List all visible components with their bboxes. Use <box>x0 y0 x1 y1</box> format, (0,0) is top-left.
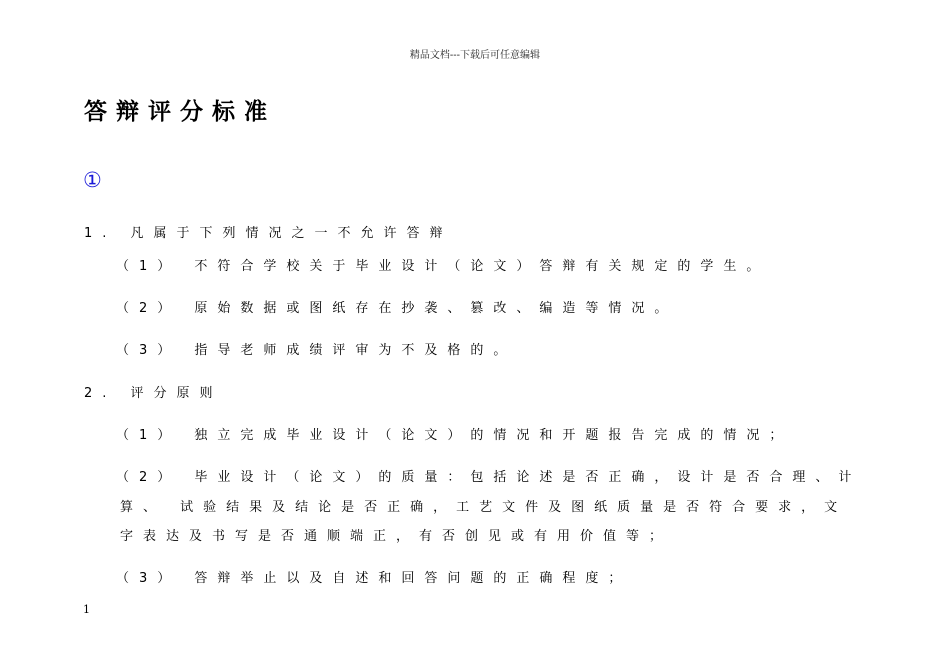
section-2-item-1: （1） 独立完成毕业设计（论文）的情况和开题报告完成的情况； <box>116 428 793 443</box>
page-header: 精品文档---下载后可任意编辑 <box>409 50 541 61</box>
section-2-item-2-line-1: （2） 毕业设计（论文）的质量：包括论述是否正确，设计是否合理、计 <box>116 470 862 485</box>
section-1-item-1: （1） 不符合学校关于毕业设计（论文）答辩有关规定的学生。 <box>116 259 770 274</box>
page-number: 1 <box>83 603 90 616</box>
document-title: 答辩评分标准 <box>84 99 276 125</box>
section-2-heading: 2. 评分原则 <box>84 386 223 401</box>
section-2-item-3: （3） 答辩举止以及自述和回答问题的正确程度； <box>116 571 632 586</box>
section-1-heading: 1. 凡属于下列情况之一不允许答辩 <box>84 226 453 241</box>
section-1-item-2: （2） 原始数据或图纸存在抄袭、篡改、编造等情况。 <box>116 301 678 316</box>
section-2-item-2-line-2: 算、 试验结果及结论是否正确，工艺文件及图纸质量是否符合要求，文 <box>120 500 848 515</box>
section-2-item-2-line-3: 字表达及书写是否通顺端正，有否创见或有用价值等； <box>120 529 673 544</box>
circled-number: ① <box>83 168 102 192</box>
section-1-item-3: （3） 指导老师成绩评审为不及格的。 <box>116 343 517 358</box>
